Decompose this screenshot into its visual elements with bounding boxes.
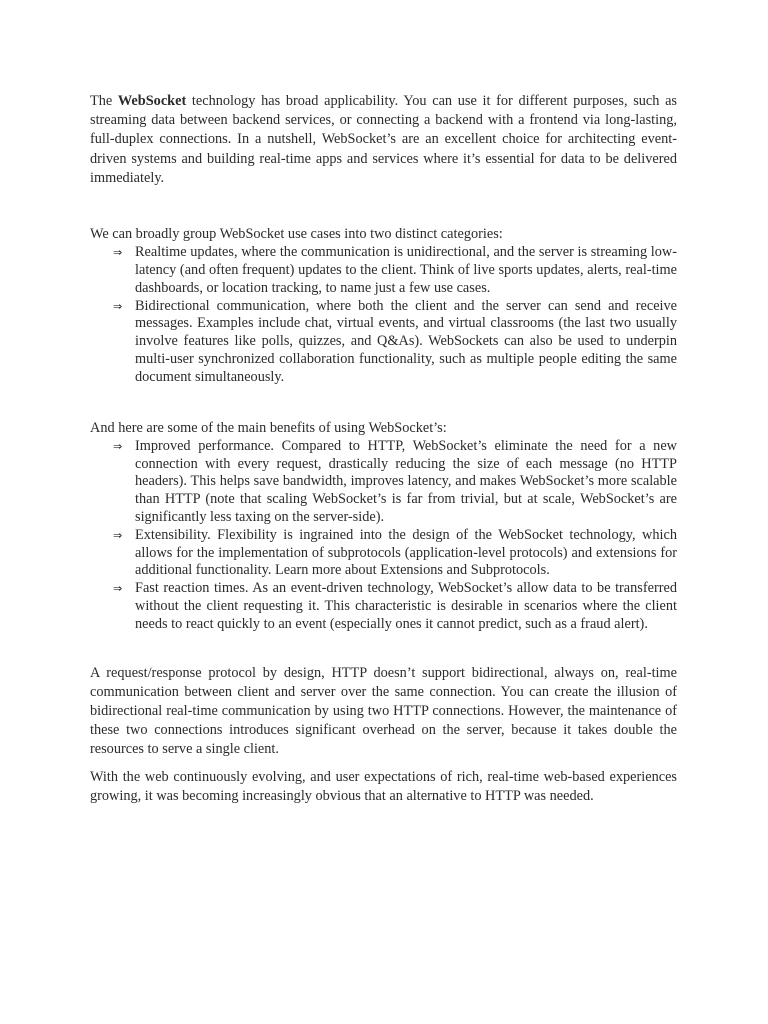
list-item xyxy=(113,526,677,580)
websocket-bold-term: WebSocket xyxy=(117,93,187,109)
list-item xyxy=(113,437,677,527)
arrow-bullet-icon: ⇒ xyxy=(113,439,123,453)
arrow-bullet-icon: ⇒ xyxy=(113,528,123,542)
use-cases-section xyxy=(90,225,677,387)
intro-text-start: The xyxy=(90,93,118,109)
benefits-lead: And here are some of the main benefits of using WebSocket’s: xyxy=(90,419,447,436)
list-item xyxy=(113,297,677,387)
list-item-text: Improved performance. Compared to HTTP, WebSocket’s eliminate the need for a new connection with every request, drastically reducing the size of each message (no HTTP headers). This helps save bandwidth, improves latency, and makes WebSocket’s more scalable than HTTP (note that scaling WebSocket’s is far from trivial, but at scale, WebSocket’s are significantly less taxing on the server-side). xyxy=(135,437,677,525)
intro-text-rest: technology has broad applicability. You can use it for different purposes, such as streaming data between backend services, or connecting a backend with a frontend via long-lasting, full-duplex connections. In a nutshell, WebSocket’s are an excellent choice for architecting event-driven systems and building real-time apps and services where it’s essential for data to be delivered immediately. xyxy=(90,93,677,186)
use-cases-lead: We can broadly group WebSocket use cases into two distinct categories: xyxy=(90,226,503,243)
list-item xyxy=(113,580,677,633)
list-item-text: Realtime updates, where the communication is unidirectional, and the server is streaming low-latency (and often frequent) updates to the client. Think of live sports updates, alerts, real-time dashboards, or location tracking, to name just a few use cases. xyxy=(135,244,677,296)
closing-paragraph-2: With the web continuously evolving, and user expectations of rich, real-time web-based experiences growing, it was becoming increasingly obvious that an alternative to HTTP was needed. xyxy=(90,768,677,804)
benefits-section xyxy=(90,419,677,634)
closing-paragraph-1: A request/response protocol by design, HTTP doesn’t support bidirectional, always on, real-time communication between client and server over the same connection. You can create the illusion of bidirectional real-time communication by using two HTTP connections. However, the maintenance of these two connections introduces significant overhead on the server, because it takes double the resources to serve a single client. xyxy=(90,664,677,758)
list-item-text: Fast reaction times. As an event-driven technology, WebSocket’s allow data to be transferred without the client requesting it. This characteristic is desirable in scenarios where the client needs to react quickly to an event (especially ones it cannot predict, such as a fraud alert). xyxy=(135,580,677,632)
intro-paragraph xyxy=(90,92,677,188)
benefits-list xyxy=(90,438,677,634)
use-cases-list xyxy=(90,244,677,386)
document-body xyxy=(90,92,677,806)
arrow-bullet-icon: ⇒ xyxy=(113,582,123,596)
list-item xyxy=(113,244,677,297)
list-item-text: Bidirectional communication, where both the client and the server can send and receive messages. Examples include chat, virtual events, and virtual classrooms (the last two usually involve features like polls, quizzes, and Q&As). WebSockets can also be used to underpin multi-user synchronized collaboration functionality, such as multiple people editing the same document simultaneously. xyxy=(135,297,677,385)
arrow-bullet-icon: ⇒ xyxy=(113,246,123,260)
arrow-bullet-icon: ⇒ xyxy=(113,299,123,313)
list-item-text: Extensibility. Flexibility is ingrained into the design of the WebSocket technology, which allows for the implementation of subprotocols (application-level protocols) and extensions for additional functionality. Learn more about Extensions and Subprotocols. xyxy=(135,526,677,579)
